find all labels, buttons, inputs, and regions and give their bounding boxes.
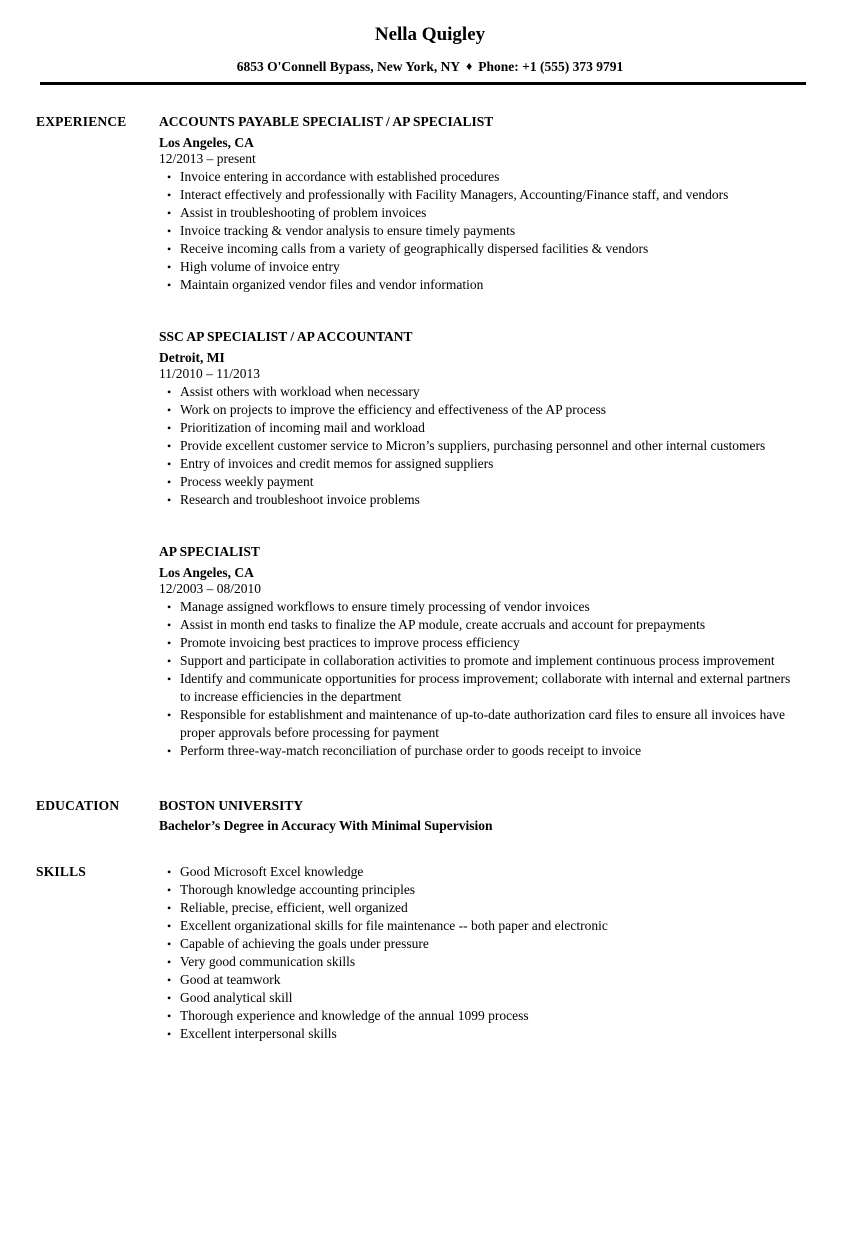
job-location: Detroit, MI [159, 350, 225, 365]
bullet-item: • Invoice tracking & vendor analysis to ensure timely payments [159, 222, 799, 240]
bullet-item: • Entry of invoices and credit memos for assigned suppliers [159, 455, 799, 473]
bullet-item: • Support and participate in collaboration activities to promote and implement continuous process improvement [159, 652, 799, 670]
experience-content [159, 112, 799, 760]
job-bullet-list [159, 598, 799, 760]
job-title: SSC AP SPECIALIST / AP ACCOUNTANT [159, 329, 413, 344]
bullet-item: • Promote invoicing best practices to improve process efficiency [159, 634, 799, 652]
bullet-item: • Thorough experience and knowledge of the annual 1099 process [159, 1007, 799, 1025]
bullet-item: • High volume of invoice entry [159, 258, 799, 276]
job-entry-3 [159, 542, 799, 760]
bullet-item: • Prioritization of incoming mail and workload [159, 419, 799, 437]
bullet-item: • Reliable, precise, efficient, well organized [159, 899, 799, 917]
contact-line [0, 58, 860, 75]
skills-bullet-list [159, 863, 799, 1043]
bullet-item: • Assist others with workload when necessary [159, 383, 799, 401]
bullet-item: • Thorough knowledge accounting principles [159, 881, 799, 899]
section-label-experience: EXPERIENCE [36, 114, 127, 129]
contact-phone: Phone: +1 (555) 373 9791 [478, 59, 624, 74]
job-entry-1 [159, 112, 799, 294]
bullet-item: • Interact effectively and professionally with Facility Managers, Accounting/Finance staff, and vendors [159, 186, 799, 204]
bullet-item: • Maintain organized vendor files and vendor information [159, 276, 799, 294]
section-label-education: EDUCATION [36, 798, 120, 813]
education-degree: Bachelor’s Degree in Accuracy With Minimal Supervision [159, 818, 493, 833]
bullet-item: • Perform three-way-match reconciliation of purchase order to goods receipt to invoice [159, 742, 799, 760]
bullet-item: • Process weekly payment [159, 473, 799, 491]
job-bullet-list [159, 168, 799, 294]
bullet-item: • Assist in troubleshooting of problem invoices [159, 204, 799, 222]
education-content [159, 796, 799, 836]
job-title: AP SPECIALIST [159, 544, 260, 559]
skills-content [159, 862, 799, 1043]
job-title: ACCOUNTS PAYABLE SPECIALIST / AP SPECIALIST [159, 114, 494, 129]
job-entry-2 [159, 327, 799, 509]
bullet-item: • Good Microsoft Excel knowledge [159, 863, 799, 881]
education-school: BOSTON UNIVERSITY [159, 798, 304, 813]
bullet-item: • Research and troubleshoot invoice problems [159, 491, 799, 509]
bullet-item: • Good analytical skill [159, 989, 799, 1007]
bullet-item: • Excellent organizational skills for file maintenance -- both paper and electronic [159, 917, 799, 935]
job-dates: 12/2003 – 08/2010 [159, 581, 262, 596]
section-skills [0, 862, 860, 1043]
bullet-item: • Identify and communicate opportunities for process improvement; collaborate with internal and external partners to increase efficiencies in the department [159, 670, 799, 706]
bullet-item: • Good at teamwork [159, 971, 799, 989]
bullet-item: • Assist in month end tasks to finalize the AP module, create accruals and account for prepayments [159, 616, 799, 634]
header-rule [40, 82, 806, 85]
bullet-item: • Manage assigned workflows to ensure timely processing of vendor invoices [159, 598, 799, 616]
resume-name: Nella Quigley [374, 24, 486, 45]
section-label-skills: SKILLS [36, 864, 86, 879]
diamond-separator-icon: ♦ [466, 59, 473, 73]
job-location: Los Angeles, CA [159, 565, 254, 580]
job-dates: 12/2013 – present [159, 151, 256, 166]
section-experience [0, 112, 860, 760]
bullet-item: • Invoice entering in accordance with established procedures [159, 168, 799, 186]
bullet-item: • Capable of achieving the goals under pressure [159, 935, 799, 953]
contact-address: 6853 O'Connell Bypass, New York, NY [236, 59, 461, 74]
bullet-item: • Receive incoming calls from a variety of geographically dispersed facilities & vendors [159, 240, 799, 258]
bullet-item: • Very good communication skills [159, 953, 799, 971]
bullet-item: • Responsible for establishment and maintenance of up-to-date authorization card files to ensure all invoices have proper approvals before processing for payment [159, 706, 799, 742]
section-education [0, 796, 860, 836]
job-bullet-list [159, 383, 799, 509]
job-dates: 11/2010 – 11/2013 [159, 366, 260, 381]
bullet-item: • Provide excellent customer service to Micron’s suppliers, purchasing personnel and other internal customers [159, 437, 799, 455]
resume-header [0, 0, 860, 85]
job-location: Los Angeles, CA [159, 135, 254, 150]
bullet-item: • Excellent interpersonal skills [159, 1025, 799, 1043]
bullet-item: • Work on projects to improve the efficiency and effectiveness of the AP process [159, 401, 799, 419]
